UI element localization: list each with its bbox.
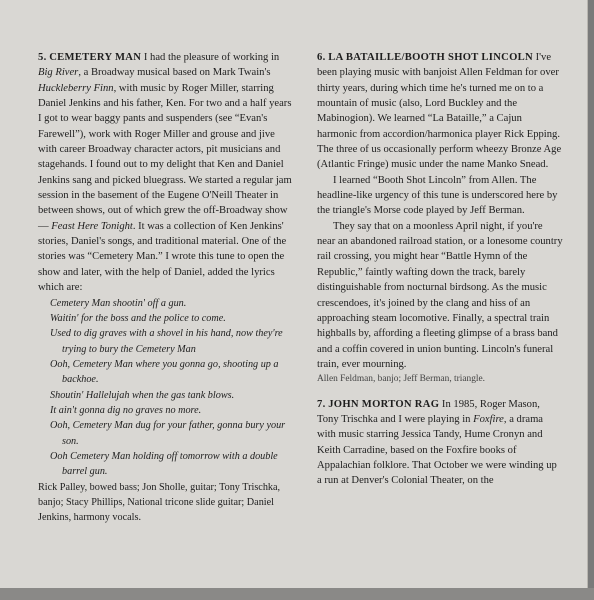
track-5-text-b: , a Broadway musical based on Mark Twain's bbox=[78, 67, 271, 79]
big-river-title: Big River bbox=[38, 67, 79, 79]
foxfire-title: Foxfire bbox=[473, 413, 504, 425]
track-5-text-d: . It was a collection of Ken Jenkins' stories, Daniel's songs, and traditional material. One of the stories was “Cemetery Man.” I wrote this tune to open the show and later, with the help of Daniel, added the lyrics which are: bbox=[38, 220, 287, 294]
right-column bbox=[317, 50, 563, 489]
lyric-line: It ain't gonna dig no graves no more. bbox=[50, 404, 202, 416]
lyrics-list bbox=[38, 296, 294, 480]
track-5-credits: Rick Palley, bowed bass; Jon Sholle, guitar; Tony Trischka, banjo; Stacy Phillips, National tricone slide guitar; Daniel Jenkins, harmony vocals. bbox=[38, 481, 281, 524]
lyric-line: Ooh, Cemetery Man dug for your father, gonna bury your son. bbox=[50, 420, 286, 447]
feast-here-tonight-title: Feast Here Tonight bbox=[51, 220, 133, 232]
track-7-text-b: , a drama with music starring Jessica Tandy, Hume Cronyn and Keith Carradine, based on the Foxfire books of Appalachian folklore. That October we were winding up a run at Denver's Colonial Theater, on the bbox=[317, 413, 557, 487]
track-7-number: 7. bbox=[317, 398, 326, 410]
lyric-line: Cemetery Man shootin' off a gun. bbox=[50, 297, 187, 309]
track-7-text-a: In 1985, Roger Mason, Tony Trischka and I were playing in bbox=[317, 398, 540, 425]
track-7-paragraph bbox=[317, 397, 563, 489]
lyric-line: Ooh Cemetery Man holding off tomorrow with a double barrel gun. bbox=[50, 450, 278, 478]
track-5-title: CEMETERY MAN bbox=[49, 52, 142, 63]
track-5-text-a: I had the pleasure of working in bbox=[143, 52, 280, 63]
lyric-line: Used to dig graves with a shovel in his hand, now they're trying to bury the Cemetery Man bbox=[50, 328, 283, 355]
track-6-paragraph-3: They say that on a moonless April night, if you're near an abandoned railroad station, or a lonesome country rail crossing, you might hear “Battle Hymn of the Republic,” faintly wafting down the track, barely distinguishable from nocturnal birdsong. As the music crescendoes, it's joined by the clang and hiss of an approaching steam locomotive. Finally, a spectral train highballs by, affording a fleeting glimpse of a brass band and a coffin covered in union bunting. Lincoln's funeral train, ever mourning. bbox=[317, 220, 563, 370]
lyric-line: Shoutin' Hallelujah when the gas tank blows. bbox=[50, 389, 235, 401]
track-5-paragraph bbox=[38, 50, 294, 296]
track-5-text-c: , with music by Roger Miller, starring Daniel Jenkins and his father, Ken. For two and a half years I got to wear baggy pants and suspenders (see “Evan's Farewell”), work with Roger Miller and grouse and jive with career Broadway character actors, pit musicians and stagehands. I found out to my delight that Ken and Daniel Jenkins sang and picked bluegrass. We started a regular jam session in the basement of the Eugene O'Neill Theater in between shows, out of which grew the off-Broadway show — bbox=[38, 82, 292, 232]
track-6-title: LA BATAILLE/BOOTH SHOT LINCOLN bbox=[328, 52, 533, 63]
track-6-credits: Allen Feldman, banjo; Jeff Berman, triangle. bbox=[317, 374, 486, 385]
section-gap bbox=[317, 388, 563, 397]
track-5-number: 5. bbox=[38, 52, 47, 63]
track-6-text-1: I've been playing music with banjoist Allen Feldman for over thirty years, during which time he's turned me on to a mountain of music (also, Lord Buckley and the Mabinogion). We learned “La Bataille,” a Cajun harmonic from accordion/harmonica player Rick Epping. The three of us occasionally perform wheezy Bronze Age (Atlantic Fringe) music under the name Manko Snead. bbox=[317, 52, 562, 171]
bottom-edge bbox=[0, 588, 594, 600]
track-6-paragraph-2: I learned “Booth Shot Lincoln” from Allen. The headline-like urgency of this tune is underscored here by the triangle's Morse code played by Jeff Berman. bbox=[317, 174, 558, 217]
track-6-number: 6. bbox=[317, 52, 326, 63]
lyric-line: Ooh, Cemetery Man where you gonna go, shooting up a backhoe. bbox=[50, 358, 279, 386]
lyric-line: Waitin' for the boss and the police to come. bbox=[50, 312, 226, 324]
track-6-paragraph-1 bbox=[317, 50, 563, 173]
track-7-title: JOHN MORTON RAG bbox=[328, 398, 440, 410]
huckleberry-finn-title: Huckleberry Finn bbox=[38, 82, 114, 94]
left-column bbox=[38, 50, 294, 526]
